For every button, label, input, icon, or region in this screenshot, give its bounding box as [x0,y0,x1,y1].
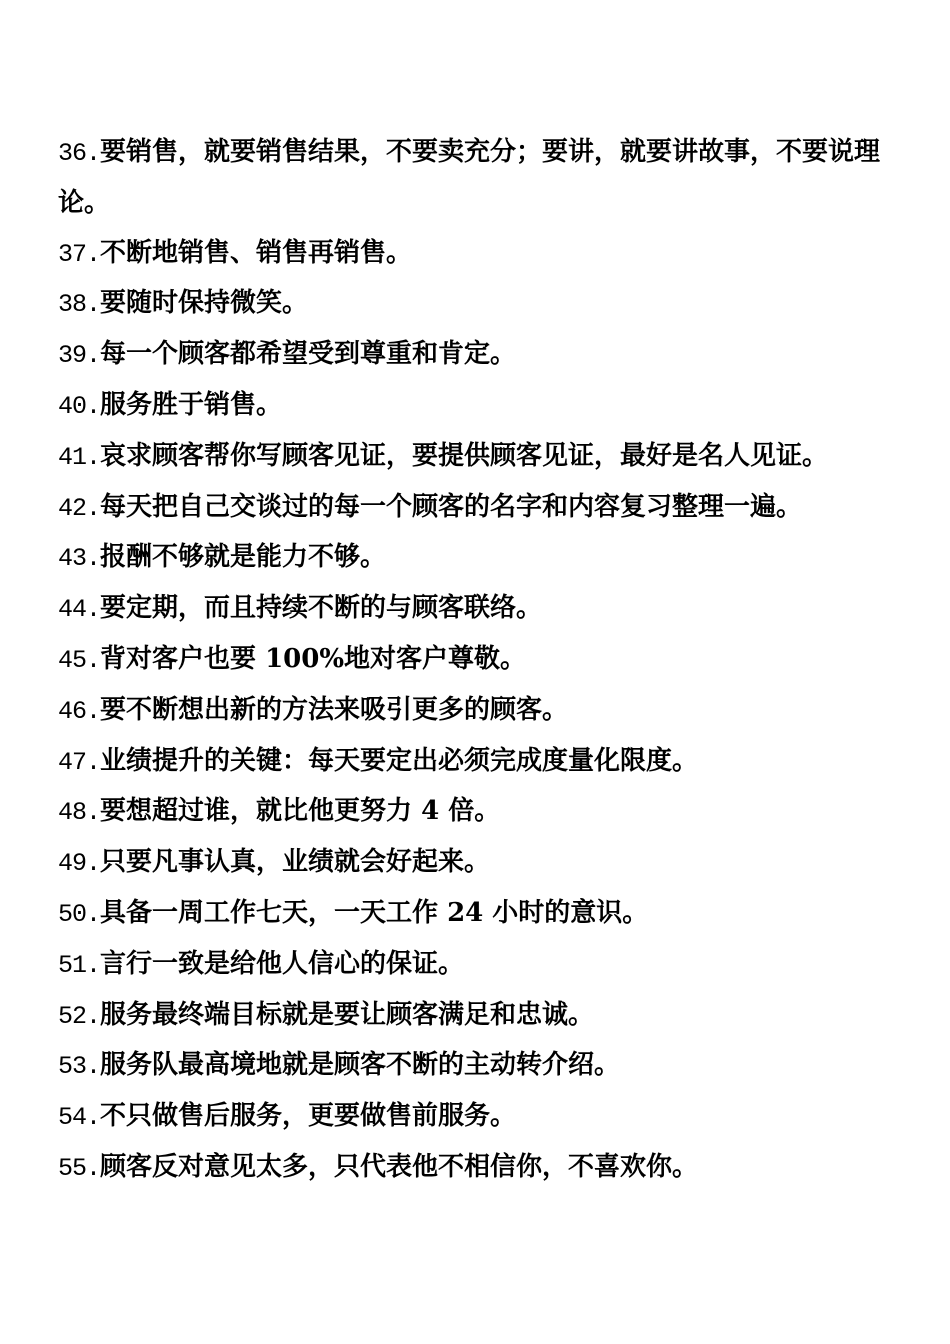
item-text: 要定期，而且持续不断的与顾客联络。 [100,593,543,624]
list-item [58,533,890,584]
list-item [58,686,890,737]
list-item [58,1041,890,1092]
item-number: 36. [58,139,101,168]
item-text: 要想超过谁，就比他更努力 4 倍。 [100,796,501,827]
document-body [58,128,890,1194]
item-number: 39. [58,341,101,371]
list-item [58,940,890,991]
item-number: 42. [58,493,101,523]
list-item [58,991,890,1042]
item-text: 每天把自己交谈过的每一个顾客的名字和内容复习整理一遍。 [100,491,803,522]
item-number: 48. [58,798,101,828]
list-item [58,229,890,280]
item-text: 要随时保持微笑。 [100,288,309,319]
list-item [58,1143,890,1194]
item-number: 38. [58,290,101,320]
list-item [58,330,890,381]
item-number: 47. [58,747,101,777]
item-text: 服务队最高境地就是顾客不断的主动转介绍。 [100,1050,621,1081]
item-text: 不只做售后服务，更要做售前服务。 [100,1101,517,1132]
list-item [58,889,890,940]
list-item [58,483,890,534]
list-item [58,1092,890,1143]
list-item [58,432,890,483]
list-item [58,584,890,635]
item-text: 具备一周工作七天，一天工作 24 小时的意识。 [100,897,649,928]
item-text: 服务胜于销售。 [100,389,283,420]
item-number: 54. [58,1103,101,1133]
item-number: 53. [58,1052,101,1082]
item-number: 50. [58,899,101,929]
list-item [58,737,890,788]
item-text: 业绩提升的关键：每天要定出必须完成度量化限度。 [100,745,699,776]
item-text: 要不断想出新的方法来吸引更多的顾客。 [100,694,569,725]
list-item [58,787,890,838]
list-item [58,279,890,330]
item-number: 43. [58,544,101,574]
item-text: 服务最终端目标就是要让顾客满足和忠诚。 [100,999,595,1030]
item-text: 言行一致是给他人信心的保证。 [100,948,465,979]
item-number: 46. [58,696,101,726]
item-text: 只要凡事认真，业绩就会好起来。 [100,847,491,878]
list-item [58,381,890,432]
item-number: 45. [58,645,101,675]
item-text: 背对客户也要 100%地对客户尊敬。 [100,643,527,674]
item-text: 每一个顾客都希望受到尊重和肯定。 [100,339,517,370]
list-item [58,635,890,686]
item-number: 55. [58,1153,101,1183]
item-text: 要销售，就要销售结果，不要卖充分；要讲，就要讲故事，不要说理论。 [58,137,881,218]
item-number: 44. [58,595,101,625]
item-number: 52. [58,1001,101,1031]
item-text: 报酬不够就是能力不够。 [100,542,387,573]
item-number: 41. [58,442,101,472]
item-text: 顾客反对意见太多，只代表他不相信你，不喜欢你。 [100,1151,699,1182]
item-number: 49. [58,849,101,879]
item-text: 哀求顾客帮你写顾客见证，要提供顾客见证，最好是名人见证。 [100,440,829,471]
item-text: 不断地销售、销售再销售。 [100,237,413,268]
item-number: 51. [58,950,101,980]
list-item [58,128,890,229]
list-item [58,838,890,889]
item-number: 40. [58,391,101,421]
item-number: 37. [58,239,101,269]
